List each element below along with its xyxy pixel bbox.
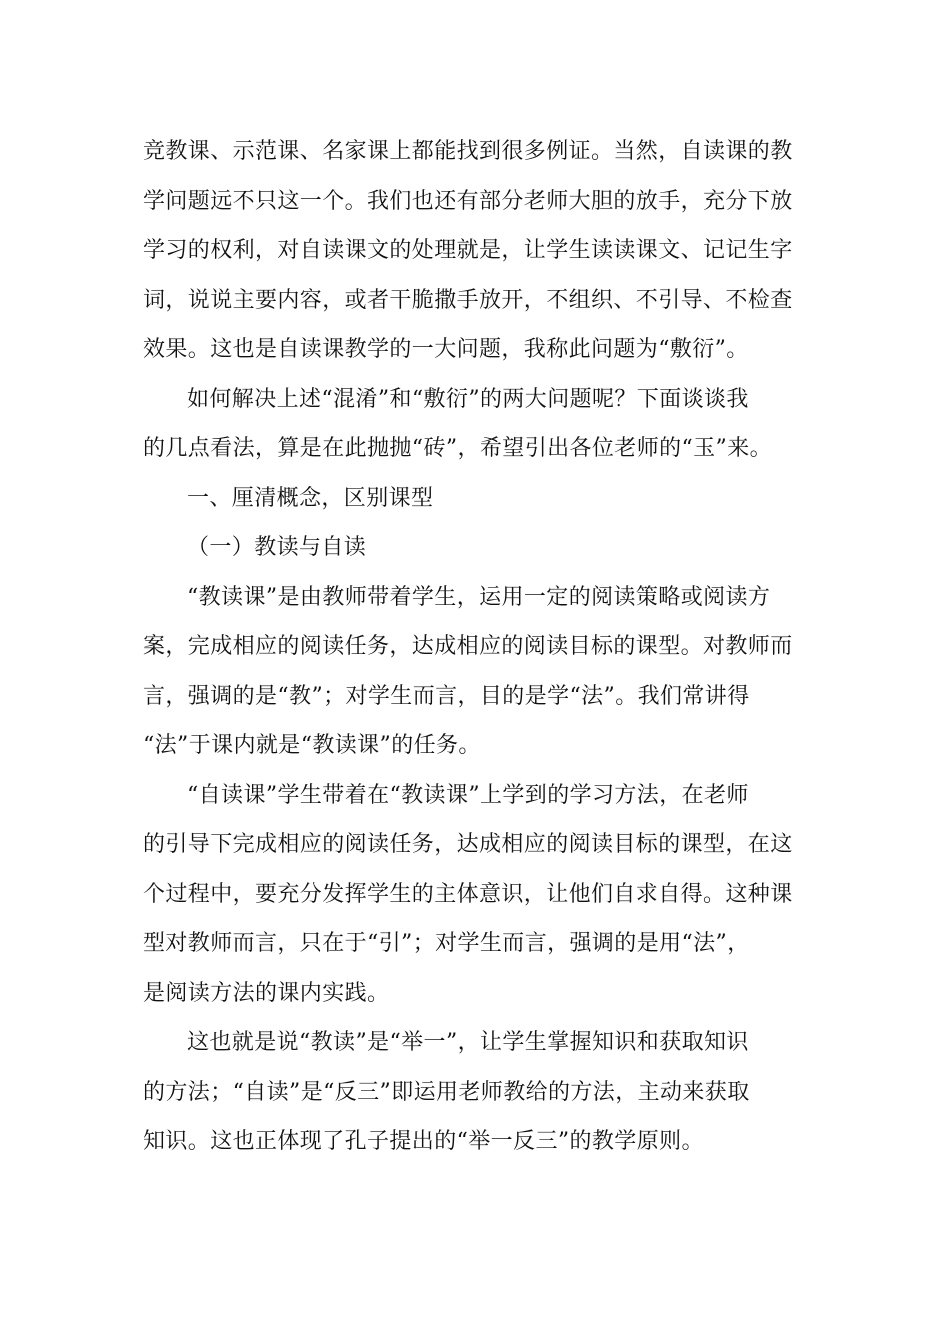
text-line-17: 型对教师而言，只在于“引”；对学生而言，强调的是用“法”， xyxy=(143,931,750,956)
text-line-5: 效果。这也是自读课教学的一大问题，我称此问题为“敷衍”。 xyxy=(143,337,749,362)
text-line-13: “法”于课内就是“教读课”的任务。 xyxy=(143,733,481,758)
text-line-2: 学问题远不只这一个。我们也还有部分老师大胆的放手，充分下放 xyxy=(143,188,793,214)
text-line-20: 的方法；“自读”是“反三”即运用老师教给的方法，主动来获取 xyxy=(143,1079,750,1105)
text-line-14: “自读课”学生带着在“教读课”上学到的学习方法，在老师 xyxy=(187,782,749,808)
text-line-4: 词，说说主要内容，或者干脆撒手放开，不组织、不引导、不检查 xyxy=(143,287,793,313)
text-line-16: 个过程中，要充分发挥学生的主体意识，让他们自求自得。这种课 xyxy=(143,881,793,907)
text-line-1: 竞教课、示范课、名家课上都能找到很多例证。当然，自读课的教 xyxy=(143,139,793,164)
text-line-10: “教读课”是由教师带着学生，运用一定的阅读策略或阅读方 xyxy=(187,584,771,610)
text-line-18: 是阅读方法的课内实践。 xyxy=(143,980,390,1006)
text-line-6: 如何解决上述“混淆”和“敷衍”的两大问题呢？下面谈谈我 xyxy=(187,386,749,412)
text-line-19: 这也就是说“教读”是“举一”，让学生掌握知识和获取知识 xyxy=(187,1030,749,1055)
text-line-21: 知识。这也正体现了孔子提出的“举一反三”的教学原则。 xyxy=(143,1129,704,1154)
text-line-12: 言，强调的是“教”；对学生而言，目的是学“法”。我们常讲得 xyxy=(143,683,750,709)
text-line-15: 的引导下完成相应的阅读任务，达成相应的阅读目标的课型，在这 xyxy=(143,832,793,857)
section-heading: 一、厘清概念，区别课型 xyxy=(187,485,434,511)
text-line-7: 的几点看法，算是在此抛抛“砖”，希望引出各位老师的“玉”来。 xyxy=(143,436,772,461)
document-body xyxy=(143,127,808,1167)
subsection-heading: （一）教读与自读 xyxy=(187,535,367,560)
text-line-3: 学习的权利，对自读课文的处理就是，让学生读读课文、记记生字 xyxy=(143,238,793,263)
text-line-11: 案，完成相应的阅读任务，达成相应的阅读目标的课型。对教师而 xyxy=(143,634,793,659)
